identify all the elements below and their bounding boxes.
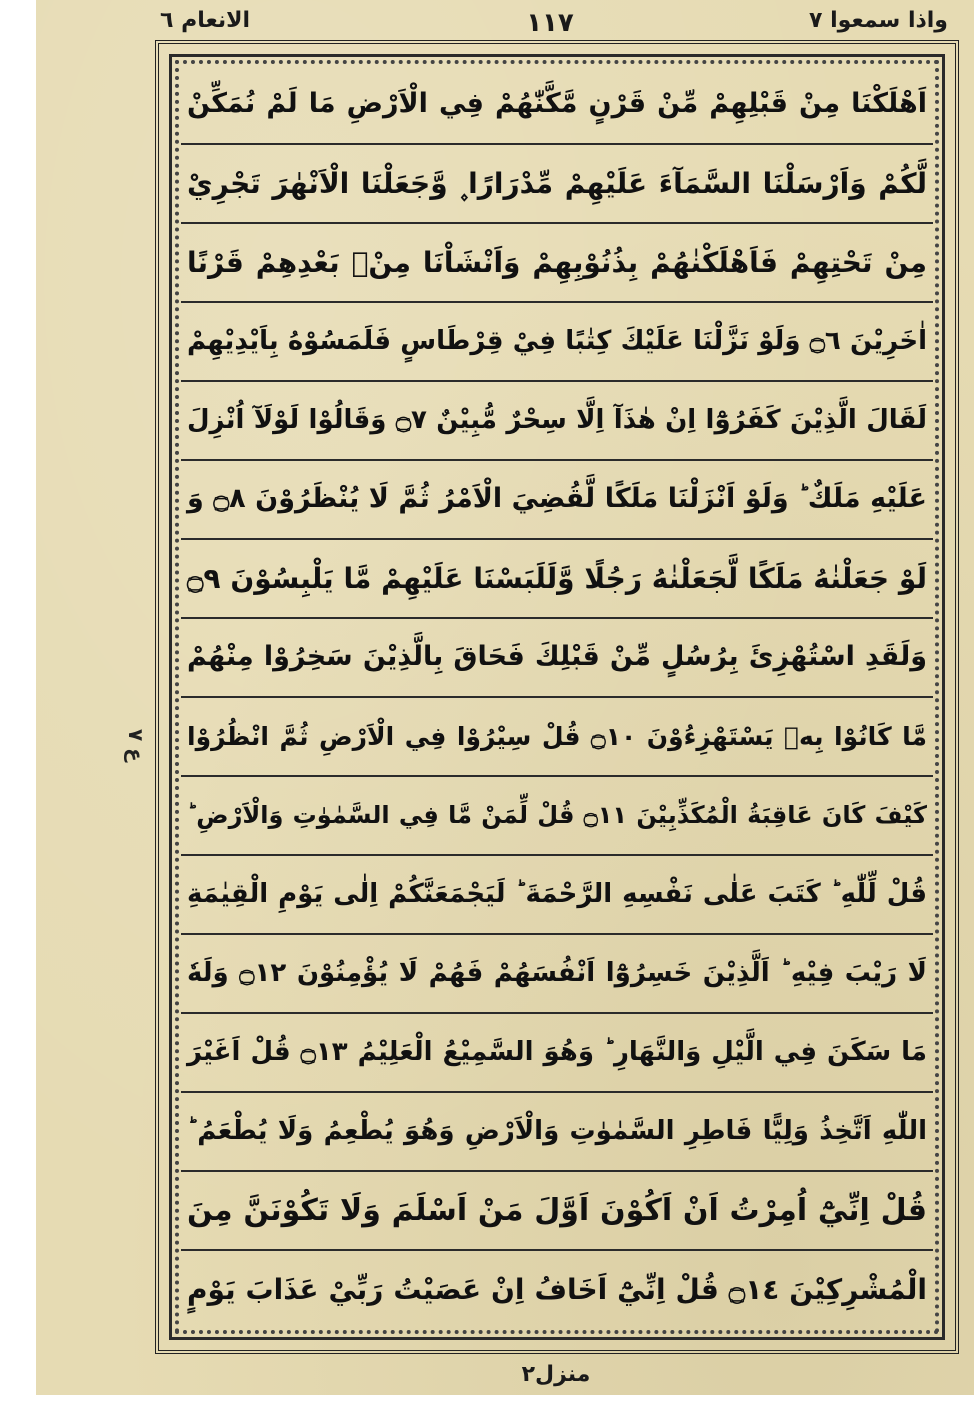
verse-line [181,935,933,1014]
juz-name: واذا سمعوا ٧ [809,8,948,33]
verse-line [181,461,933,540]
verse-line [181,224,933,303]
verse-line [181,777,933,856]
verse-text: عَلَيْهِ مَلَكٌ ؕ وَلَوْ اَنْزَلْنَا مَلَكًا لَّقُضِيَ الْاَمْرُ ثُمَّ لَا يُنْظَرُوْنَ ۝٨ وَ [187,483,928,515]
verse-line [181,1251,933,1328]
verse-line [181,303,933,382]
verse-line [181,66,933,145]
verse-text: اٰخَرِيْنَ ۝٦ وَلَوْ نَزَّلْنَا عَلَيْكَ كِتٰبًا فِيْ قِرْطَاسٍ فَلَمَسُوْهُ بِاَيْدِيْهِمْ [187,325,927,356]
verse-lines [181,66,933,1328]
left-margin-strip [0,0,36,1417]
verse-text: الْمُشْرِكِيْنَ ۝١٤ قُلْ اِنِّيْٓ اَخَافُ اِنْ عَصَيْتُ رَبِّيْ عَذَابَ يَوْمٍ [187,1272,928,1306]
verse-text: لَوْ جَعَلْنٰهُ مَلَكًا لَّجَعَلْنٰهُ رَجُلًا وَّلَلَبَسْنَا عَلَيْهِمْ مَّا يَلْبِسُوْنَ ۝٩ [187,561,927,595]
verse-text: قُلْ اِنِّيْٓ اُمِرْتُ اَنْ اَكُوْنَ اَوَّلَ مَنْ اَسْلَمَ وَلَا تَكُوْنَنَّ مِنَ [187,1192,927,1228]
verse-text: لَا رَيْبَ فِيْهِ ؕ اَلَّذِيْنَ خَسِرُوْٓا اَنْفُسَهُمْ فَهُمْ لَا يُؤْمِنُوْنَ ۝١٢ وَلَهٗ [187,957,927,988]
verse-line [181,540,933,619]
verse-line [181,1014,933,1093]
verse-line [181,619,933,698]
verse-text: قُلْ لِّلّٰهِ ؕ كَتَبَ عَلٰى نَفْسِهِ الرَّحْمَةَ ؕ لَيَجْمَعَنَّكُمْ اِلٰى يَوْمِ الْقِيٰمَةِ [187,878,927,909]
page-number: ١١٧ [526,8,574,38]
verse-text: مَا سَكَنَ فِي الَّيْلِ وَالنَّهَارِ ؕ وَهُوَ السَّمِيْعُ الْعَلِيْمُ ۝١٣ قُلْ اَغَيْرَ [187,1036,927,1067]
verse-text: اللّٰهِ اَتَّخِذُ وَلِيًّا فَاطِرِ السَّمٰوٰتِ وَالْاَرْضِ وَهُوَ يُطْعِمُ وَلَا يُطْعَمُ ؕ [187,1115,927,1146]
manzil-label: منزل٢ [521,1362,591,1387]
verse-line [181,382,933,461]
verse-text: لَّكُمْ وَاَرْسَلْنَا السَّمَآءَ عَلَيْهِمْ مِّدْرَارًا ۪ وَّجَعَلْنَا الْاَنْهٰرَ تَجْرِيْ [187,166,927,200]
verse-line [181,1093,933,1172]
surah-name: الانعام ٦ [160,8,251,33]
verse-text: لَقَالَ الَّذِيْنَ كَفَرُوْٓا اِنْ هٰذَآ اِلَّا سِحْرٌ مُّبِيْنٌ ۝٧ وَقَالُوْا لَوْلَآ اُنْزِلَ [187,404,927,435]
verse-text: مَّا كَانُوْا بِهٖ يَسْتَهْزِءُوْنَ ۝١٠ قُلْ سِيْرُوْا فِي الْاَرْضِ ثُمَّ انْظُرُوْا [187,721,927,751]
verse-line [181,1172,933,1251]
verse-line [181,856,933,935]
verse-text: مِنْ تَحْتِهِمْ فَاَهْلَكْنٰهُمْ بِذُنُوْبِهِمْ وَاَنْشَاْنَا مِنْۢ بَعْدِهِمْ قَرْنًا [187,245,927,279]
page-footer [150,1362,962,1392]
page-header [150,0,962,38]
ruku-marker: ع ٧ [124,728,148,762]
verse-text: وَلَقَدِ اسْتُهْزِئَ بِرُسُلٍ مِّنْ قَبْلِكَ فَحَاقَ بِالَّذِيْنَ سَخِرُوْا مِنْهُمْ [187,641,927,673]
verse-line [181,145,933,224]
verse-text: كَيْفَ كَانَ عَاقِبَةُ الْمُكَذِّبِيْنَ ۝١١ قُلْ لِّمَنْ مَّا فِي السَّمٰوٰتِ وَالْاَرْضِ ؕ [187,801,927,830]
verse-line [181,698,933,777]
text-frame [155,40,959,1354]
bottom-margin-strip [0,1395,974,1417]
verse-text: اَهْلَكْنَا مِنْ قَبْلِهِمْ مِّنْ قَرْنٍ مَّكَّنّٰهُمْ فِي الْاَرْضِ مَا لَمْ نُمَكِّنْ [187,88,927,120]
